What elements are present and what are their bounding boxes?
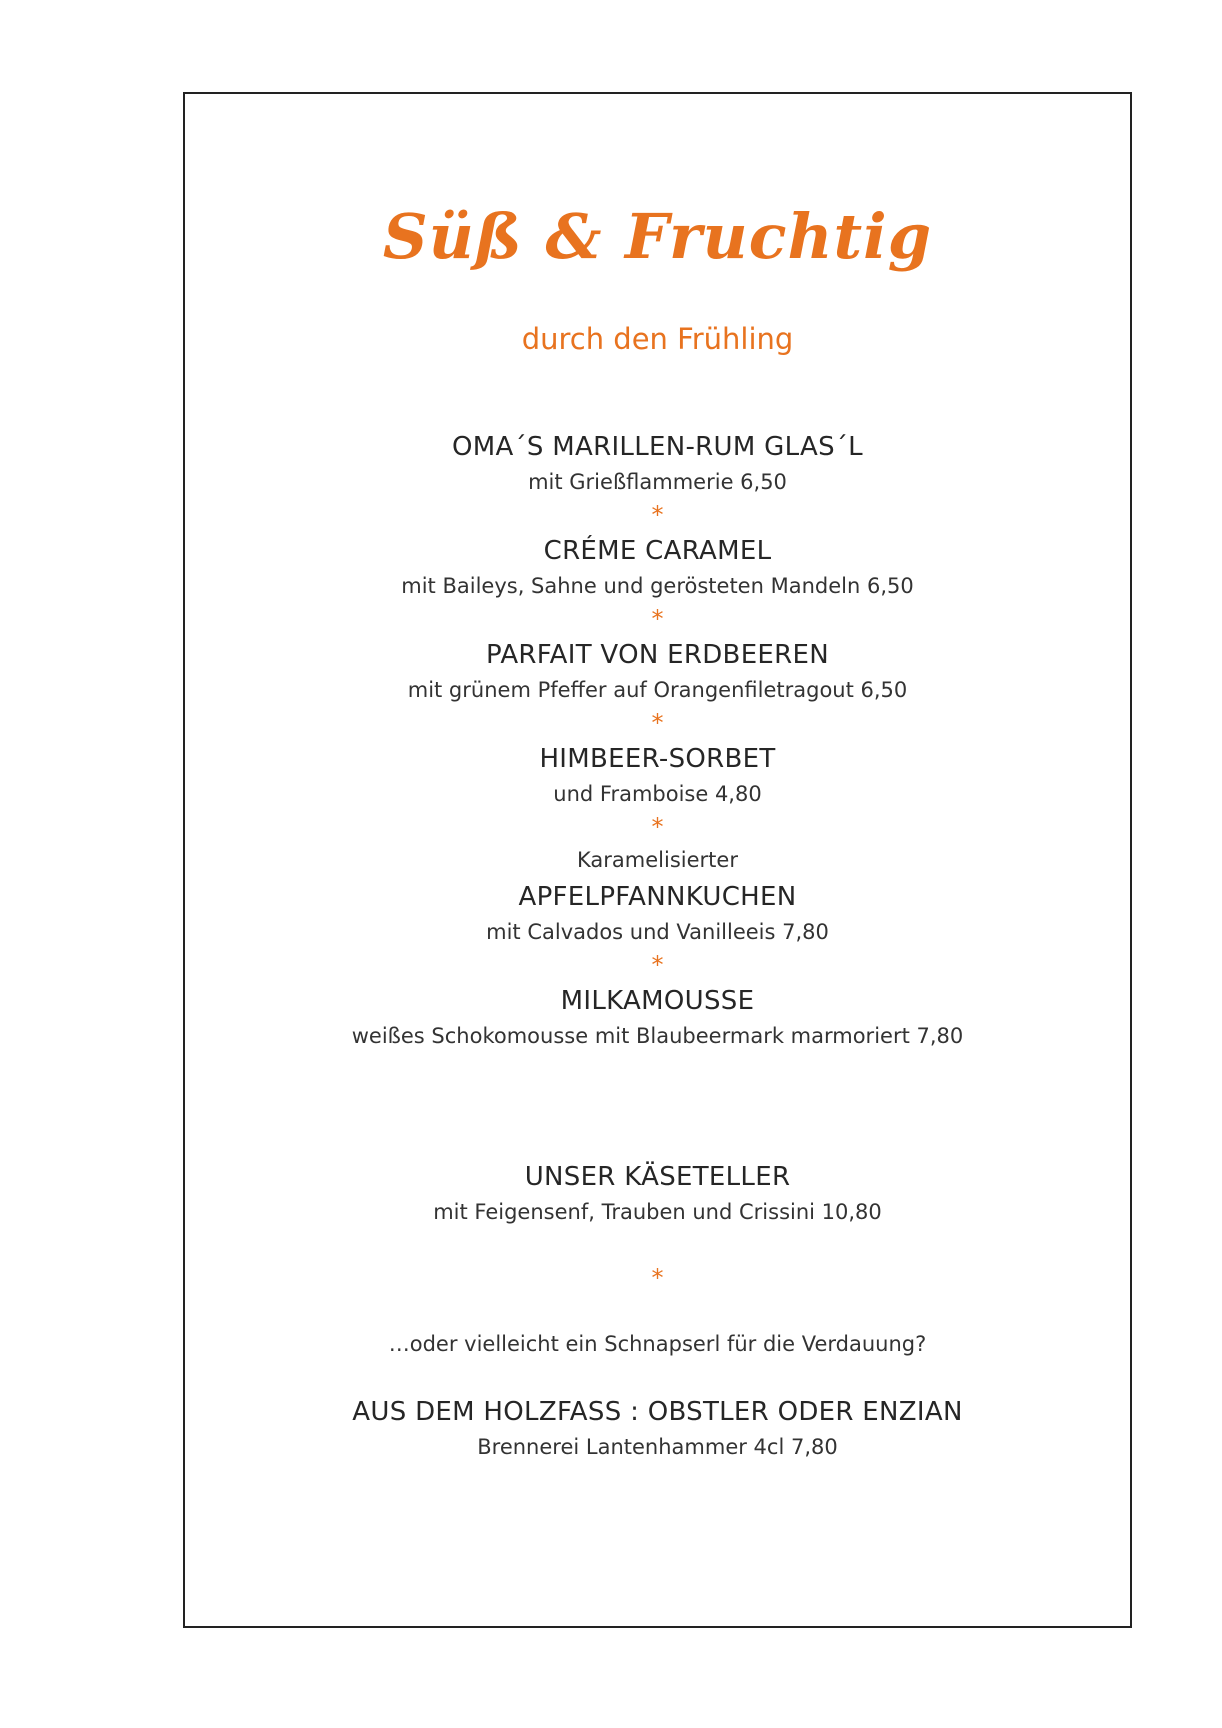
cheese-name: UNSER KÄSETELLER — [524, 1162, 791, 1192]
item-description: mit Baileys, Sahne und gerösteten Mandeln 6,50 — [401, 574, 914, 598]
item-name: HIMBEER-SORBET — [539, 744, 776, 774]
item-name: OMA´S MARILLEN-RUM GLAS´L — [452, 432, 863, 462]
separator-star: * — [651, 1264, 664, 1292]
schnaps-description: Brennerei Lantenhammer 4cl 7,80 — [477, 1435, 838, 1459]
item-name: CRÉME CARAMEL — [543, 536, 772, 566]
separator-star: * — [651, 951, 664, 979]
menu-subtitle: durch den Frühling — [521, 322, 794, 356]
item-description: und Framboise 4,80 — [553, 782, 762, 806]
item-name: MILKAMOUSSE — [560, 986, 755, 1016]
menu-title: Süß & Fruchtig — [382, 200, 933, 273]
separator-star: * — [651, 813, 664, 841]
separator-star: * — [651, 709, 664, 737]
cheese-description: mit Feigensenf, Trauben und Crissini 10,80 — [433, 1200, 882, 1224]
item-description: mit Grießflammerie 6,50 — [528, 470, 787, 494]
schnaps-question: …oder vielleicht ein Schnapserl für die Verdauung? — [388, 1332, 927, 1356]
item-prefix: Karamelisierter — [577, 848, 738, 872]
item-description: mit Calvados und Vanilleeis 7,80 — [486, 920, 829, 944]
item-description: mit grünem Pfeffer auf Orangenfiletragout 6,50 — [407, 678, 908, 702]
separator-star: * — [651, 501, 664, 529]
schnaps-name: AUS DEM HOLZFASS : OBSTLER ODER ENZIAN — [352, 1397, 963, 1427]
separator-star: * — [651, 605, 664, 633]
item-description: weißes Schokomousse mit Blaubeermark marmoriert 7,80 — [351, 1024, 964, 1048]
item-name: PARFAIT VON ERDBEEREN — [486, 640, 829, 670]
item-name: APFELPFANNKUCHEN — [518, 882, 797, 912]
